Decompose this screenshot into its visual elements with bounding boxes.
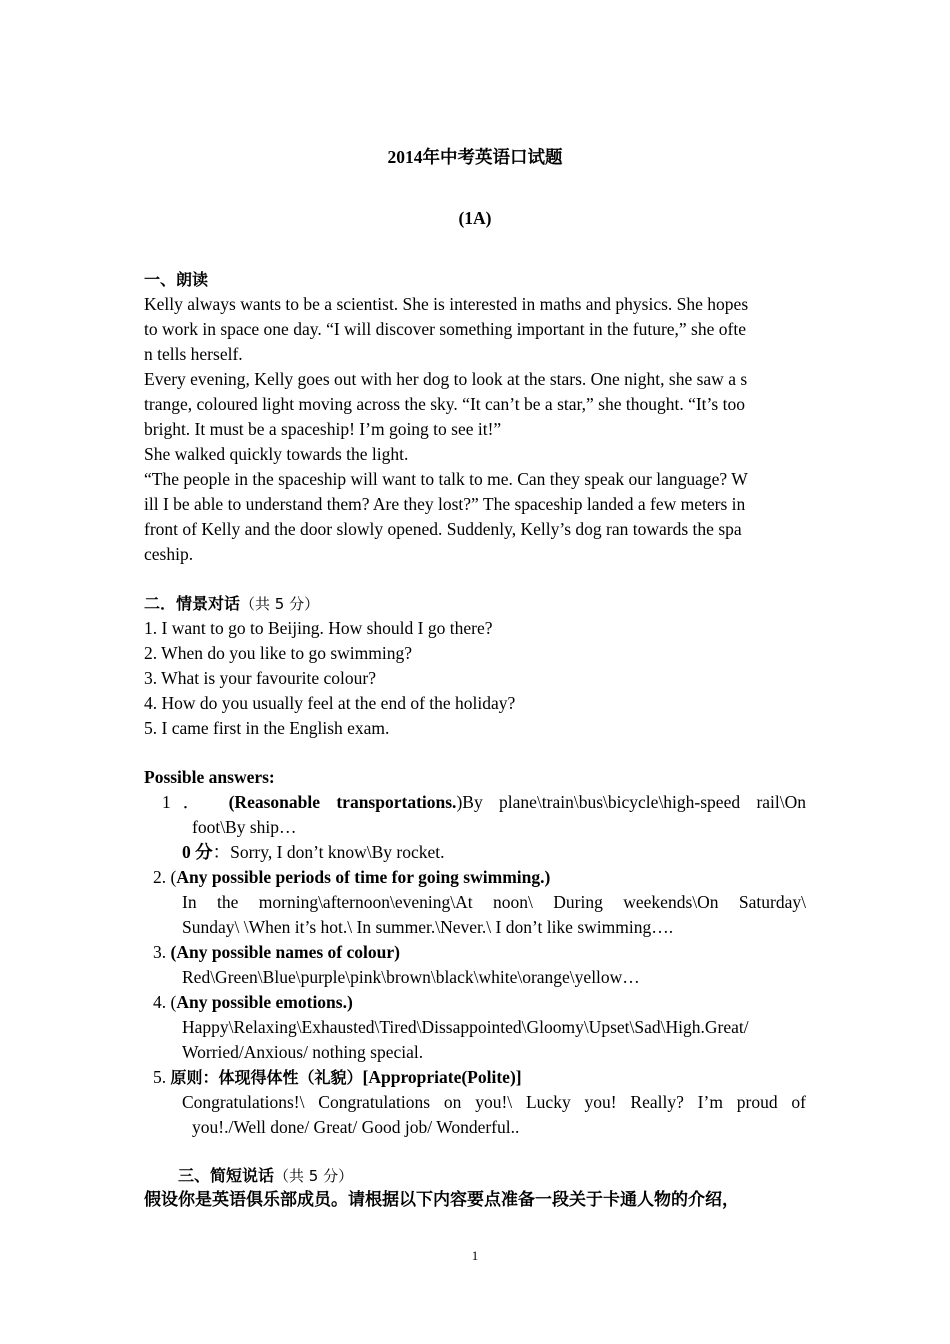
section2-heading: 二．情景对话 (144, 594, 241, 613)
answer-1-zero (182, 840, 806, 865)
answer-3-heading (153, 940, 806, 965)
answer-3-line1: Red\Green\Blue\purple\pink\brown\black\white\orange\yellow… (182, 967, 640, 987)
section3-score-note: （共 5 分） (274, 1167, 354, 1185)
answer-category: [Appropriate(Polite)] (362, 1067, 522, 1087)
answer-4-heading (153, 990, 806, 1015)
question-item: 2. When do you like to go swimming? (144, 643, 412, 663)
passage-line: bright. It must be a spaceship! I’m going to see it!” (144, 419, 502, 439)
section3-heading: 三、简短说话 (178, 1166, 275, 1185)
answer-category: (Reasonable transportations. (228, 792, 457, 812)
answer-number: 1． (162, 792, 213, 812)
answer-number: 3. (153, 942, 171, 962)
answer-5-line2: you!./Well done/ Great/ Good job/ Wonderful.. (192, 1117, 520, 1137)
answer-text: )By plane\train\bus\bicycle\high-speed rail\On (456, 792, 807, 812)
answer-1-line1 (162, 790, 806, 815)
zero-score-text: ：Sorry, I don’t know\By rocket. (212, 842, 445, 862)
answer-5-line1: Congratulations!\ Congratulations on you!\ Lucky you! Really? I’m proud of (182, 1092, 806, 1112)
page-number: 1 (471, 1248, 479, 1263)
question-item: 4. How do you usually feel at the end of the holiday? (144, 693, 516, 713)
answer-2-heading (153, 865, 806, 890)
question-item: 1. I want to go to Beijing. How should I go there? (144, 618, 493, 638)
zero-score-label: 0 分 (182, 842, 213, 862)
passage-line: ill I be able to understand them? Are they lost?” The spaceship landed a few meters in (144, 494, 746, 514)
passage-line: “The people in the spaceship will want to talk to me. Can they speak our language? W (144, 469, 748, 489)
page-title: 2014年中考英语口试题 (387, 147, 563, 167)
answer-4-line1: Happy\Relaxing\Exhausted\Tired\Dissappointed\Gloomy\Upset\Sad\High.Great/ (182, 1017, 749, 1037)
page-subtitle: (1A) (458, 208, 492, 228)
passage-line: n tells herself. (144, 344, 243, 364)
passage-line: front of Kelly and the door slowly opened. Suddenly, Kelly’s dog ran towards the spa (144, 519, 742, 539)
question-item: 3. What is your favourite colour? (144, 668, 376, 688)
question-item: 5. I came first in the English exam. (144, 718, 390, 738)
answer-category: (Any possible names of colour) (170, 942, 400, 962)
answer-4-line2: Worried/Anxious/ nothing special. (182, 1042, 424, 1062)
section3-intro: 假设你是英语俱乐部成员。请根据以下内容要点准备一段关于卡通人物的介绍， (144, 1190, 739, 1210)
section2-score-note: （共 5 分） (240, 595, 320, 613)
passage-line: ceship. (144, 544, 194, 564)
answer-principle: 原则：体现得体性（礼貌） (170, 1068, 363, 1087)
passage-line: trange, coloured light moving across the sky. “It can’t be a star,” she thought. “It’s too (144, 394, 745, 414)
section3-heading-row (178, 1163, 806, 1189)
answer-number: 4. ( (153, 992, 177, 1012)
answers-heading: Possible answers: (144, 767, 275, 787)
passage-line: Every evening, Kelly goes out with her dog to look at the stars. One night, she saw a s (144, 369, 748, 389)
answer-5-heading (153, 1065, 806, 1090)
answer-category: Any possible emotions.) (176, 992, 353, 1012)
passage-line: to work in space one day. “I will discover something important in the future,” she ofte (144, 319, 746, 339)
answer-number: 5. (153, 1067, 171, 1087)
passage-line: She walked quickly towards the light. (144, 444, 409, 464)
section2-heading-row (144, 591, 806, 617)
answer-number: 2. ( (153, 867, 177, 887)
answer-1-line2: foot\By ship… (192, 817, 297, 837)
answer-category: Any possible periods of time for going swimming.) (176, 867, 551, 887)
answer-2-line1: In the morning\afternoon\evening\At noon\ During weekends\On Saturday\ (182, 892, 806, 912)
section1-heading: 一、朗读 (144, 270, 209, 289)
answer-2-line2: Sunday\ \When it’s hot.\ In summer.\Never.\ I don’t like swimming…. (182, 917, 674, 937)
passage-line: Kelly always wants to be a scientist. She is interested in maths and physics. She hopes (144, 294, 749, 314)
